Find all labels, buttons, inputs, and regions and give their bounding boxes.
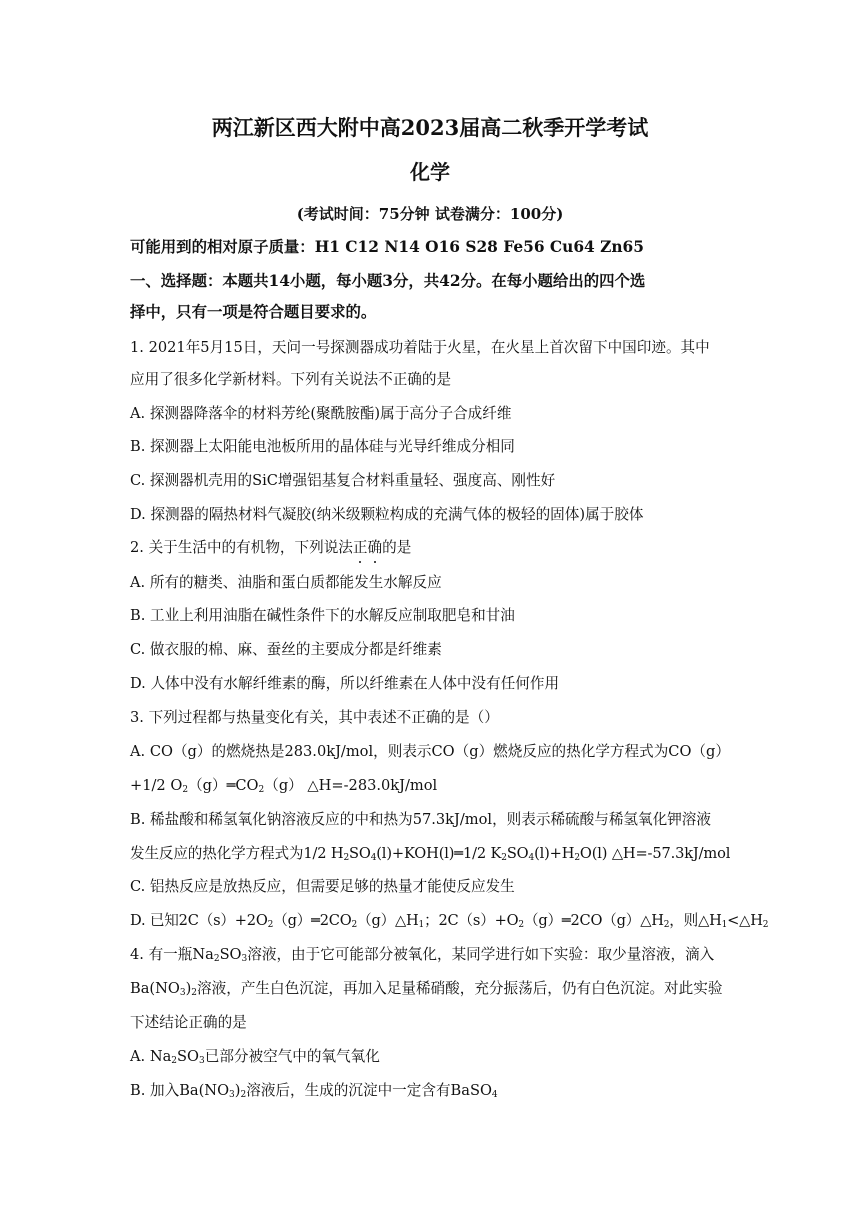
- text-run: 已部分被空气中的氧气氧化: [204, 1048, 380, 1065]
- q4-stem-line-2: [130, 979, 722, 999]
- q1-option-d: D. 探测器的隔热材料气凝胶(纳米级颗粒构成的充满气体的极轻的固体)属于胶体: [130, 506, 644, 523]
- q3-option-b-line-1: B. 稀盐酸和稀氢氧化钠溶液反应的中和热为57.3kJ/mol，则表示稀硫酸与稀氢氧化钾溶液: [130, 811, 711, 828]
- exam-subject: 化学: [410, 160, 450, 184]
- subscript: 3: [241, 954, 248, 964]
- text-run: +1/2 O: [130, 777, 183, 794]
- text-run: (l)+KOH(l)═1/2 K: [376, 845, 502, 862]
- q3-option-a-line-2: [130, 776, 437, 796]
- q2-option-d: D. 人体中没有水解纤维素的酶，所以纤维素在人体中没有任何作用: [130, 675, 560, 692]
- subscript: 2: [351, 920, 358, 930]
- atomic-mass-line: 可能用到的相对原子质量：H1 C12 N14 O16 S28 Fe56 Cu64 Zn65: [130, 238, 644, 256]
- subscript: 2: [663, 920, 670, 930]
- q2-option-b: B. 工业上利用油脂在碱性条件下的水解反应制取肥皂和甘油: [130, 607, 515, 624]
- q2-emphasis-char-2: 确: [367, 539, 383, 556]
- text-run: 溶液，由于它可能部分被氧化，某同学进行如下实验：取少量溶液，滴入: [247, 946, 715, 963]
- text-run: O(l) △H=-57.3kJ/mol: [579, 845, 731, 862]
- text-run: ): [185, 980, 192, 997]
- q1-option-c: C. 探测器机壳用的SiC增强铝基复合材料重量轻、强度高、刚性好: [130, 472, 556, 489]
- text-run: ): [234, 1082, 241, 1099]
- q4-stem-line-3: 下述结论正确的是: [130, 1014, 247, 1031]
- text-run: （g） △H=-283.0kJ/mol: [264, 777, 438, 794]
- text-run: SO: [506, 845, 529, 862]
- subscript: 2: [267, 920, 274, 930]
- q3-option-c: C. 铝热反应是放热反应，但需要足够的热量才能使反应发生: [130, 878, 515, 895]
- text-run: （g）═CO: [188, 777, 259, 794]
- text-run: （g）═2CO（g）△H: [523, 912, 664, 929]
- q1-stem-line-1: 1. 2021年5月15日，天问一号探测器成功着陆于火星，在火星上首次留下中国印迹。其中: [130, 339, 710, 356]
- text-run: SO: [177, 1048, 199, 1065]
- subscript: 2: [240, 1090, 247, 1100]
- q4-stem-line-1: [130, 945, 714, 965]
- text-run: 4. 有一瓶Na: [130, 946, 214, 963]
- subscript: 2: [518, 920, 524, 930]
- subscript: 3: [179, 988, 186, 998]
- subscript: 2: [191, 988, 198, 998]
- text-run: SO: [349, 845, 371, 862]
- subscript: 2: [762, 920, 769, 930]
- q3-option-a-line-1: A. CO（g）的燃烧热是283.0kJ/mol，则表示CO（g）燃烧反应的热化学方程式为CO（g）: [130, 743, 730, 760]
- section-heading-line-1: 一、选择题：本题共14小题，每小题3分，共42分。在每小题给出的四个选: [130, 272, 646, 290]
- text-run: （g）═2CO: [273, 912, 352, 929]
- q2-option-a: A. 所有的糖类、油脂和蛋白质都能发生水解反应: [130, 574, 442, 591]
- subscript: 2: [501, 853, 507, 863]
- text-run: B. 加入Ba(NO: [130, 1082, 230, 1099]
- subscript: 2: [182, 785, 189, 795]
- q2-emphasis-char-1: 正: [352, 539, 368, 556]
- q3-stem: 3. 下列过程都与热量变化有关，其中表述不正确的是（）: [130, 709, 499, 726]
- exam-info: (考试时间：75分钟 试卷满分：100分): [296, 205, 564, 223]
- text-run: 发生反应的热化学方程式为1/2 H: [130, 845, 344, 862]
- text-run: ；2C（s）+O: [424, 912, 519, 929]
- q2-stem: [130, 538, 411, 558]
- subscript: 2: [171, 1056, 178, 1066]
- q4-option-b: [130, 1081, 498, 1101]
- q4-option-a: [130, 1047, 380, 1067]
- q1-option-a: A. 探测器降落伞的材料芳纶(聚酰胺酯)属于高分子合成纤维: [130, 405, 512, 422]
- subscript: 4: [491, 1090, 498, 1100]
- section-heading-line-2: 择中，只有一项是符合题目要求的。: [130, 303, 377, 321]
- text-run: （g）△H: [357, 912, 419, 929]
- subscript: 4: [528, 853, 535, 863]
- text-run: Ba(NO: [130, 980, 180, 997]
- subscript: 2: [258, 785, 265, 795]
- q2-stem-pre: 2. 关于生活中的有机物，下列说法: [130, 539, 353, 556]
- text-run: 溶液后，生成的沉淀中一定含有BaSO: [246, 1082, 492, 1099]
- subscript: 4: [370, 853, 377, 863]
- q3-option-d: [130, 911, 768, 931]
- subscript: 1: [721, 920, 728, 930]
- text-run: ，则△H: [669, 912, 722, 929]
- text-run: 溶液，产生白色沉淀，再加入足量稀硝酸，充分振荡后，仍有白色沉淀。对此实验: [197, 980, 723, 997]
- q1-option-b: B. 探测器上太阳能电池板所用的晶体硅与光导纤维成分相同: [130, 438, 515, 455]
- subscript: 1: [418, 920, 425, 930]
- subscript: 3: [199, 1056, 205, 1066]
- q1-stem-line-2: 应用了很多化学新材料。下列有关说法不正确的是: [130, 371, 452, 388]
- text-run: (l)+H: [534, 845, 575, 862]
- subscript: 2: [213, 954, 220, 964]
- text-run: <△H: [727, 912, 763, 929]
- subscript: 2: [574, 853, 580, 863]
- text-run: D. 已知2C（s）+2O: [130, 912, 268, 929]
- text-run: SO: [219, 946, 242, 963]
- exam-title: 两江新区西大附中高2023届高二秋季开学考试: [211, 115, 649, 140]
- q2-stem-post: 的是: [382, 539, 412, 556]
- subscript: 2: [343, 853, 350, 863]
- subscript: 3: [229, 1090, 235, 1100]
- text-run: A. Na: [130, 1048, 172, 1065]
- q2-option-c: C. 做衣服的棉、麻、蚕丝的主要成分都是纤维素: [130, 641, 442, 658]
- q3-option-b-line-2: [130, 844, 730, 864]
